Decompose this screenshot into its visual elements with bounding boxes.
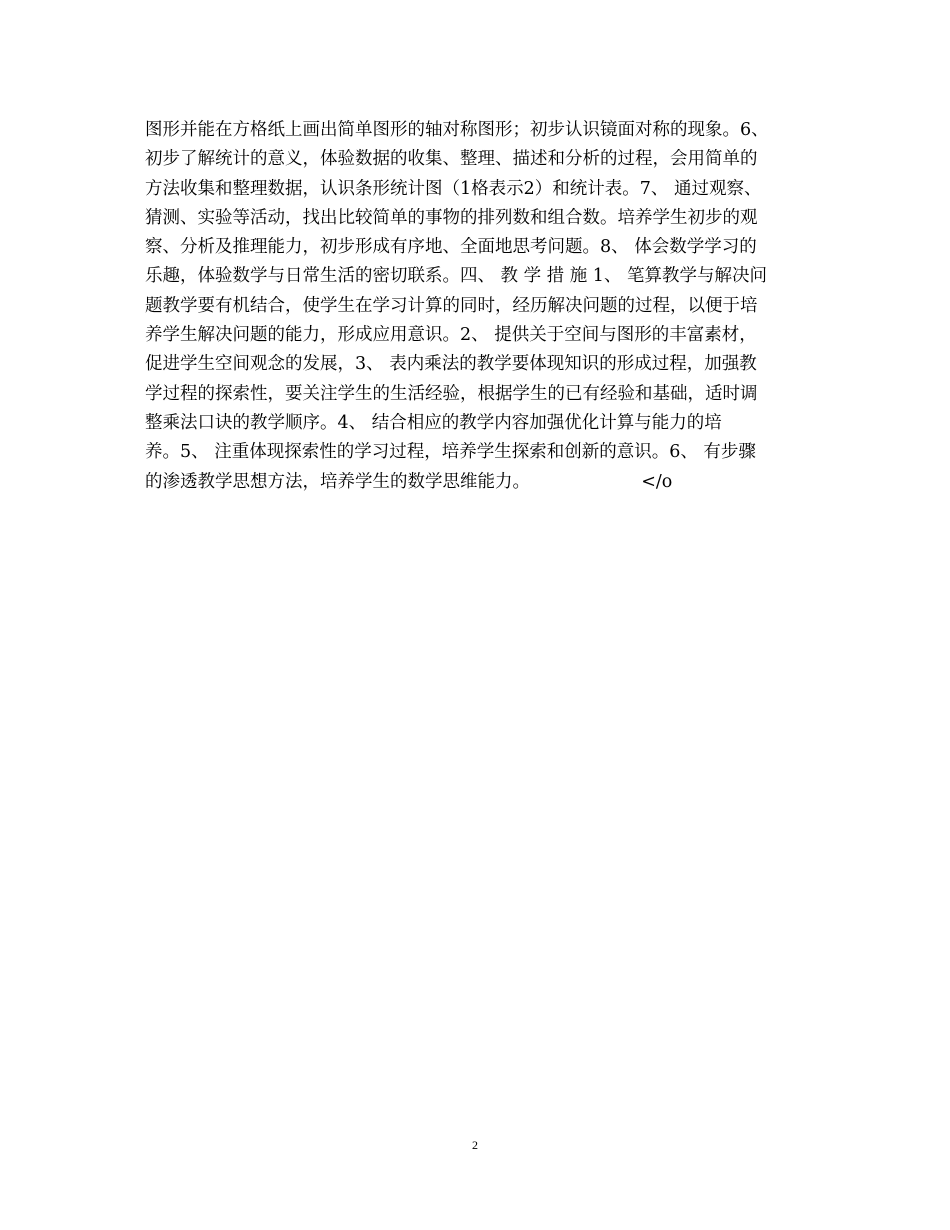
text-line: 养。5、 注重体现探索性的学习过程，培养学生探索和创新的意识。6、 有步骤 bbox=[145, 442, 756, 463]
text-line: 猜测、实验等活动，找出比较简单的事物的排列数和组合数。培养学生初步的观 bbox=[145, 207, 758, 228]
text-line: 题教学要有机结合，使学生在学习计算的同时，经历解决问题的过程，以便于培 bbox=[145, 295, 758, 316]
text-line: 图形并能在方格纸上画出简单图形的轴对称图形；初步认识镜面对称的现象。6、 bbox=[145, 120, 769, 140]
page-number: 2 bbox=[472, 1138, 478, 1152]
text-line: 学过程的探索性，要关注学生的生活经验，根据学生的已有经验和基础，适时调 bbox=[145, 383, 758, 404]
text-line: 整乘法口诀的教学顺序。4、 结合相应的教学内容加强优化计算与能力的培 bbox=[145, 412, 722, 433]
text-line: 方法收集和整理数据，认识条形统计图（1格表示2）和统计表。7、 通过观察、 bbox=[145, 178, 762, 199]
text-line: 的渗透教学思想方法，培养学生的数学思维能力。 </o bbox=[145, 471, 673, 492]
text-line: 乐趣，体验数学与日常生活的密切联系。四、 教 学 措 施 1、 笔算教学与解决问 bbox=[145, 266, 768, 287]
text-line: 促进学生空间观念的发展，3、 表内乘法的教学要体现知识的形成过程，加强教 bbox=[145, 354, 757, 375]
body-text bbox=[145, 116, 815, 497]
text-line: 初步了解统计的意义，体验数据的收集、整理、描述和分析的过程，会用简单的 bbox=[145, 149, 758, 170]
text-line: 察、分析及推理能力，初步形成有序地、全面地思考问题。8、 体会数学学习的 bbox=[145, 237, 757, 258]
text-line: 养学生解决问题的能力，形成应用意识。2、 提供关于空间与图形的丰富素材， bbox=[145, 325, 757, 346]
